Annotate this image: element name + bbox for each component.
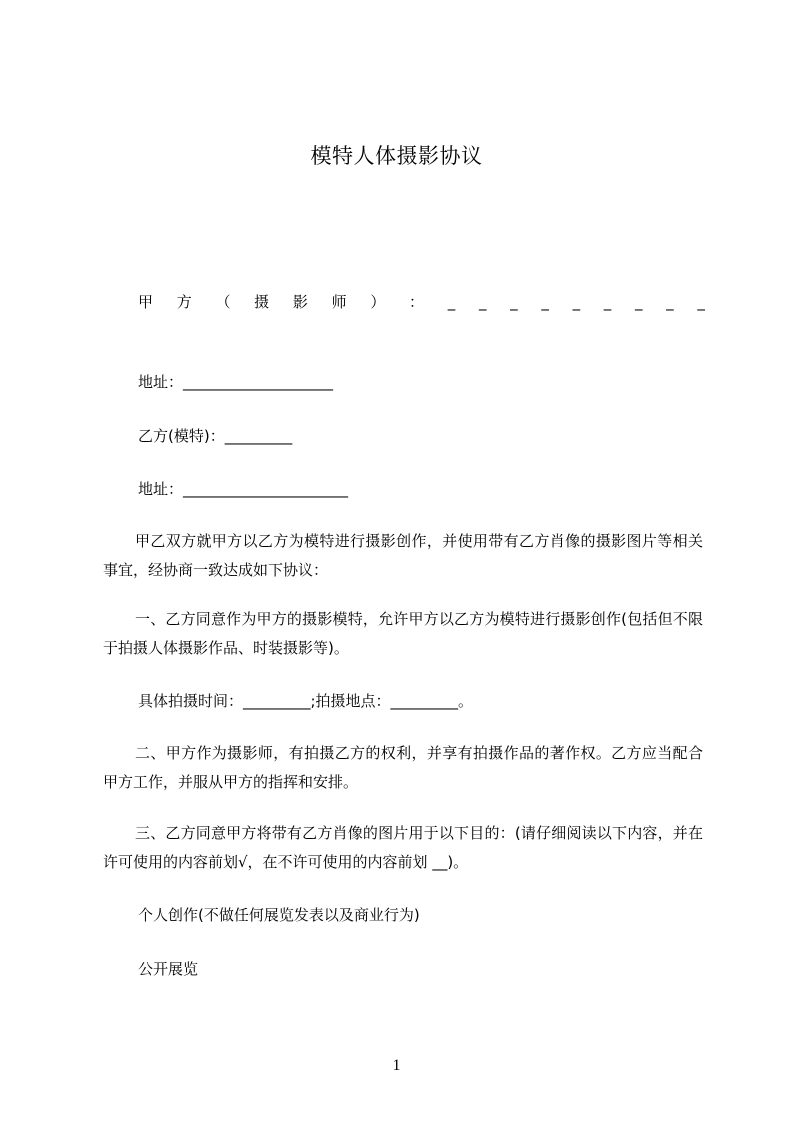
party-a-char: _ — [541, 293, 549, 311]
party-a-char: 影 — [292, 293, 308, 311]
party-a-char: 方 — [176, 293, 192, 311]
option-personal-creation: 个人创作(不做任何展览发表以及商业行为) — [138, 906, 420, 924]
party-a-char: 甲 — [138, 293, 154, 311]
intro-paragraph: 甲乙双方就甲方以乙方为模特进行摄影创作，并使用带有乙方肖像的摄影图片等相关事宜，经协商一致达成如下协议： — [103, 532, 703, 579]
party-a-char: _ — [634, 293, 643, 311]
party-a-char: _ — [447, 293, 456, 311]
document-title: 模特人体摄影协议 — [310, 144, 483, 168]
party-a-char: ） — [370, 293, 386, 311]
shoot-info: 具体拍摄时间：_________;拍摄地点：_________。 — [138, 692, 474, 710]
party-a-char: 师 — [331, 293, 347, 311]
party-a-char: 摄 — [254, 293, 270, 311]
party-b-line: 乙方(模特)：_________ — [138, 427, 293, 445]
party-a-char: ： — [409, 293, 425, 311]
clause-2: 二、甲方作为摄影师，有拍摄乙方的权利，并享有拍摄作品的著作权。乙方应当配合甲方工作，并服从甲方的指挥和安排。 — [103, 744, 703, 791]
party-a-char: _ — [603, 293, 612, 311]
party-a-char: _ — [697, 293, 705, 311]
party-a-line — [138, 292, 705, 312]
clause-1: 一、乙方同意作为甲方的摄影模特，允许甲方以乙方为模特进行摄影创作(包括但不限于拍摄人体摄影作品、时装摄影等)。 — [103, 610, 703, 657]
party-a-address: 地址：____________________ — [138, 373, 334, 391]
party-a-char: _ — [478, 293, 487, 311]
party-a-char: _ — [572, 293, 581, 311]
page-number: 1 — [392, 1057, 401, 1074]
party-a-char: （ — [215, 293, 231, 311]
party-b-address: 地址：______________________ — [138, 480, 349, 498]
party-a-char: _ — [510, 293, 518, 311]
party-a-char: _ — [666, 293, 674, 311]
option-public-exhibition: 公开展览 — [138, 960, 199, 978]
clause-3: 三、乙方同意甲方将带有乙方肖像的图片用于以下目的：(请仔细阅读以下内容，并在许可使用的内容前划√，在不许可使用的内容前划 __)。 — [103, 824, 703, 871]
